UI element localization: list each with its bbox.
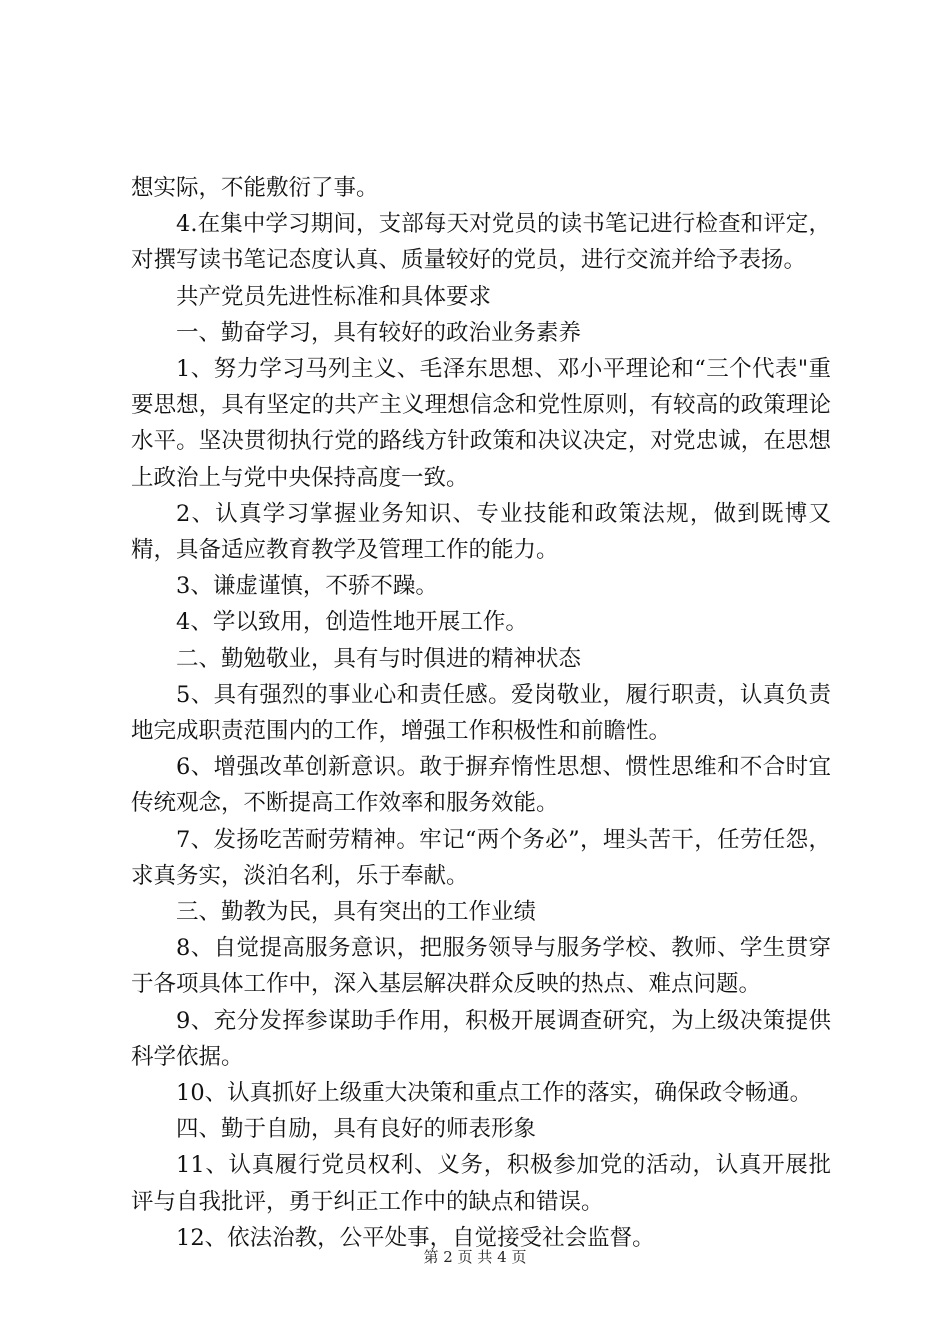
paragraph-point-8: 8、自觉提高服务意识，把服务领导与服务学校、教师、学生贯穿于各项具体工作中，深入基层解决群众反映的热点、难点问题。: [131, 935, 831, 998]
paragraph-point-7: 7、发扬吃苦耐劳精神。牢记“两个务必”，埋头苦干，任劳任怨，求真务实，淡泊名利，乐于奉献。: [131, 826, 831, 889]
paragraph-point-2: 2、认真学习掌握业务知识、专业技能和政策法规，做到既博又精，具备适应教育教学及管理工作的能力。: [131, 500, 831, 564]
paragraph-item-4: 4.在集中学习期间，支部每天对党员的读书笔记进行检查和评定，对撰写读书笔记态度认真、质量较好的党员，进行交流并给予表扬。: [131, 211, 831, 274]
heading-part-1: 一、勤奋学习，具有较好的政治业务素养: [176, 319, 582, 346]
document-body: [131, 170, 831, 1256]
page-number-label: 第 2 页 共 4 页: [423, 1248, 527, 1266]
page-footer: [0, 1246, 950, 1267]
paragraph-point-9: 9、充分发挥参谋助手作用，积极开展调查研究，为上级决策提供科学依据。: [131, 1007, 831, 1070]
paragraph-point-5: 5、具有强烈的事业心和责任感。爱岗敬业，履行职责，认真负责地完成职责范围内的工作，增强工作积极性和前瞻性。: [131, 681, 831, 745]
paragraph-point-6: 6、增强改革创新意识。敢于摒弃惰性思想、惯性思维和不合时宜传统观念，不断提高工作效率和服务效能。: [131, 754, 831, 817]
heading-part-2: 二、勤勉敬业，具有与时俱进的精神状态: [176, 645, 582, 672]
section-title: 共产党员先进性标准和具体要求: [176, 283, 492, 310]
paragraph-continuation: 想实际，不能敷衍了事。: [131, 175, 379, 201]
paragraph-point-11: 11、认真履行党员权利、义务，积极参加党的活动，认真开展批评与自我批评，勇于纠正工作中的缺点和错误。: [131, 1152, 831, 1215]
paragraph-point-10: 10、认真抓好上级重大决策和重点工作的落实，确保政令畅通。: [176, 1080, 813, 1107]
paragraph-point-3: 3、谦虚谨慎，不骄不躁。: [176, 573, 438, 600]
heading-part-4: 四、勤于自励，具有良好的师表形象: [176, 1116, 537, 1143]
paragraph-point-1: 1、努力学习马列主义、毛泽东思想、邓小平理论和“三个代表"重要思想，具有坚定的共产主义理想信念和党性原则，有较高的政策理论水平。坚决贯彻执行党的路线方针政策和决议决定，对党忠诚，在思想上政治上与党中央保持高度一致。: [131, 356, 831, 491]
heading-part-3: 三、勤教为民，具有突出的工作业绩: [176, 899, 537, 926]
paragraph-point-12: 12、依法治教，公平处事，自觉接受社会监督。: [176, 1224, 655, 1251]
paragraph-point-4: 4、学以致用，创造性地开展工作。: [176, 609, 528, 636]
